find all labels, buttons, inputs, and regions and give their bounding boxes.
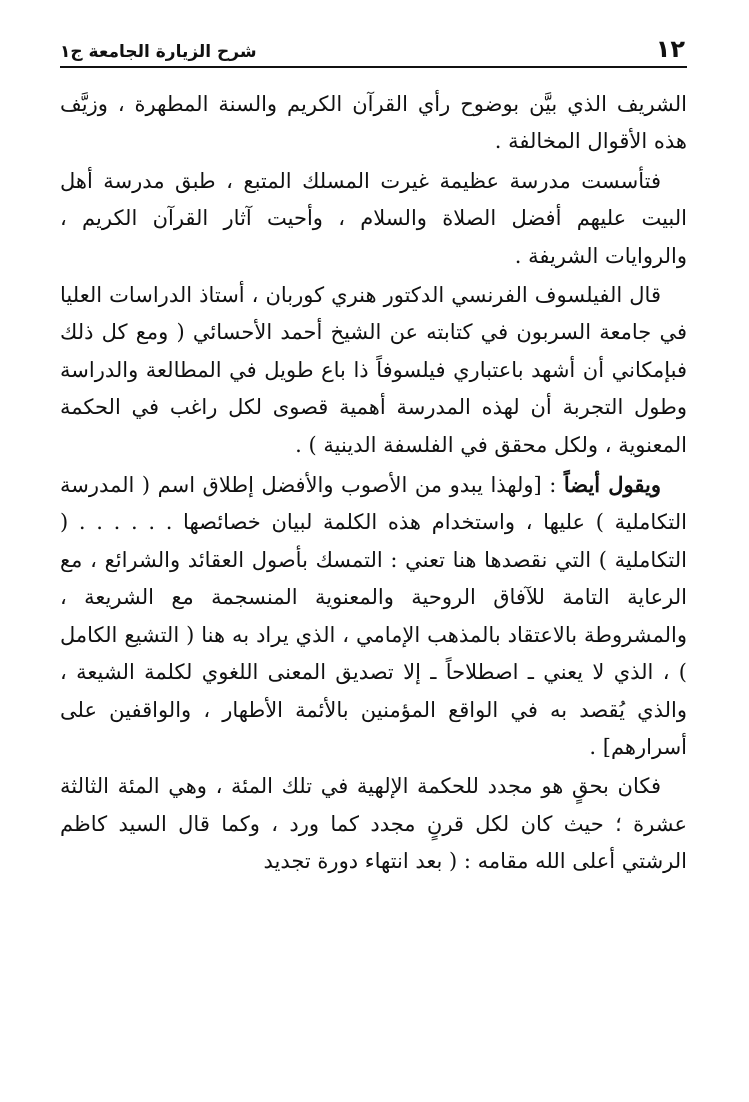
paragraph-text: : [ولهذا يبدو من الأصوب والأفضل إطلاق اسم ( المدرسة التكاملية ) عليها ، واستخدام هذه الكلمة لبيان خصائصها . . . . . . ( التكاملية ) التي نقصدها هنا تعني : التمسك بأصول العقائد والشرائع ، مع الرعاية التامة للآفاق الروحية والمعنوية المنسجمة مع الشريعة ، والمشروطة بالاعتقاد بالمذهب الإمامي ، الذي يراد به هنا ( التشيع الكامل ) ، الذي لا يعني ـ اصطلاحاً ـ إلا تصديق المعنى اللغوي لكلمة الشيعة ، والذي يُقصد به في الواقع المؤمنين بالأئمة الأطهار ، والواقفين على أسرارهم] .: [60, 473, 687, 759]
page-number: ١٢: [655, 35, 685, 63]
paragraph-2: [60, 163, 687, 275]
paragraph-1: [60, 86, 687, 161]
page-body: [60, 86, 687, 883]
paragraph-text: فكان بحقٍ هو مجدد للحكمة الإلهية في تلك المئة ، وهي المئة الثالثة عشرة ؛ حيث كان لكل قرنٍ مجدد كما ورد ، وكما قال السيد كاظم الرشتي أعلى الله مقامه : ( بعد انتهاء دورة تجديد: [60, 774, 687, 874]
paragraph-text: الشريف الذي بيَّن بوضوح رأي القرآن الكريم والسنة المطهرة ، وزيَّف هذه الأقوال المخالفة .: [60, 92, 687, 154]
paragraph-text: قال الفيلسوف الفرنسي الدكتور هنري كوربان ، أستاذ الدراسات العليا في جامعة السربون في كتابته عن الشيخ أحمد الأحسائي ( ومع كل ذلك فبإمكاني أن أشهد باعتباري فيلسوفاً ذا باع طويل في المطالعة والدراسة وطول التجربة أن لهذه المدرسة أهمية قصوى لكل راغب في الحكمة المعنوية ، ولكل محقق في الفلسفة الدينية ) .: [60, 283, 687, 457]
paragraph-lead: ويقول أيضاً: [563, 472, 661, 498]
header-divider: [60, 66, 687, 68]
paragraph-text: فتأسست مدرسة عظيمة غيرت المسلك المتبع ، طبق مدرسة أهل البيت عليهم أفضل الصلاة والسلام ، وأحيت آثار القرآن الكريم ، والروايات الشريفة .: [60, 168, 687, 268]
paragraph-4: [60, 466, 687, 766]
paragraph-3: [60, 277, 687, 464]
page-header: [60, 26, 685, 64]
running-title: شرح الزيارة الجامعة ج١: [60, 42, 257, 62]
paragraph-5: [60, 768, 687, 880]
